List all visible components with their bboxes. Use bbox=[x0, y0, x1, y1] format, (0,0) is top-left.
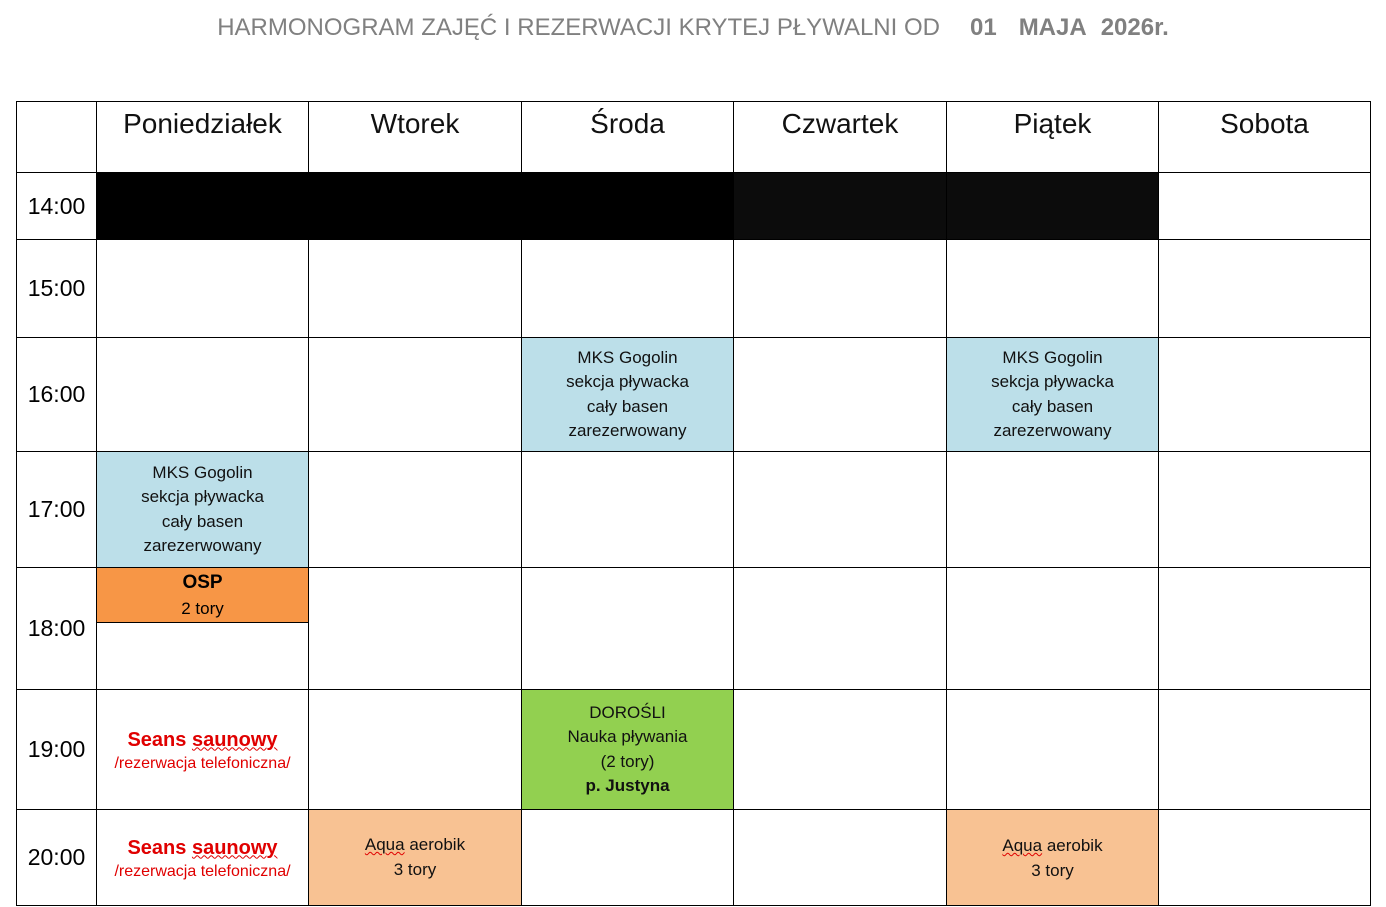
hour-label: 18:00 bbox=[17, 568, 97, 690]
blocked-slot bbox=[522, 173, 734, 240]
row-16 bbox=[17, 338, 1371, 452]
day-header-tuesday: Wtorek bbox=[309, 102, 522, 173]
split-slot bbox=[97, 568, 309, 690]
event-sauna: Seans saunowy /rezerwacja telefoniczna/ bbox=[97, 810, 309, 906]
empty-slot bbox=[1159, 173, 1371, 240]
title-month: MAJA bbox=[1018, 14, 1087, 41]
schedule-table bbox=[16, 101, 1371, 906]
row-18 bbox=[17, 568, 1371, 690]
empty-slot bbox=[309, 690, 522, 810]
empty-slot bbox=[947, 452, 1159, 568]
empty-slot bbox=[947, 568, 1159, 690]
event-aqua-friday: Aqua aerobik 3 tory bbox=[947, 810, 1159, 906]
header-row bbox=[17, 102, 1371, 173]
empty-slot bbox=[309, 568, 522, 690]
hour-label: 19:00 bbox=[17, 690, 97, 810]
blocked-slot bbox=[947, 173, 1159, 240]
event-aqua-tuesday: Aqua aerobik 3 tory bbox=[309, 810, 522, 906]
hour-label: 15:00 bbox=[17, 240, 97, 338]
hour-label: 20:00 bbox=[17, 810, 97, 906]
day-header-monday: Poniedziałek bbox=[97, 102, 309, 173]
empty-slot bbox=[1159, 568, 1371, 690]
empty-slot bbox=[309, 240, 522, 338]
hour-label: 14:00 bbox=[17, 173, 97, 240]
empty-slot bbox=[1159, 240, 1371, 338]
empty-slot bbox=[734, 810, 947, 906]
empty-slot bbox=[734, 240, 947, 338]
row-20 bbox=[17, 810, 1371, 906]
corner-cell bbox=[17, 102, 97, 173]
event-adults-lessons: DOROŚLI Nauka pływania (2 tory) p. Justyna bbox=[522, 690, 734, 810]
event-osp: OSP 2 tory bbox=[97, 568, 308, 623]
empty-slot bbox=[97, 240, 309, 338]
empty-slot bbox=[309, 338, 522, 452]
empty-slot bbox=[97, 338, 309, 452]
empty-slot bbox=[947, 240, 1159, 338]
blocked-slot bbox=[309, 173, 522, 240]
empty-slot bbox=[947, 690, 1159, 810]
blocked-slot bbox=[734, 173, 947, 240]
empty-slot bbox=[1159, 338, 1371, 452]
empty-slot bbox=[734, 338, 947, 452]
hour-label: 17:00 bbox=[17, 452, 97, 568]
empty-slot bbox=[734, 690, 947, 810]
empty-slot bbox=[522, 240, 734, 338]
row-17 bbox=[17, 452, 1371, 568]
blocked-slot bbox=[97, 173, 309, 240]
title-day: 01 bbox=[969, 14, 997, 41]
title-main: HARMONOGRAM ZAJĘĆ I REZERWACJI KRYTEJ PŁYWALNI OD bbox=[217, 14, 940, 41]
day-header-saturday: Sobota bbox=[1159, 102, 1371, 173]
row-15 bbox=[17, 240, 1371, 338]
hour-label: 16:00 bbox=[17, 338, 97, 452]
row-19 bbox=[17, 690, 1371, 810]
page-title bbox=[0, 14, 1386, 42]
empty-slot bbox=[522, 568, 734, 690]
event-club-wednesday: MKS Gogolin sekcja pływacka cały basen zarezerwowany bbox=[522, 338, 734, 452]
empty-slot bbox=[1159, 810, 1371, 906]
empty-slot bbox=[734, 568, 947, 690]
empty-slot bbox=[522, 452, 734, 568]
empty-slot bbox=[734, 452, 947, 568]
title-year: 2026r. bbox=[1100, 14, 1169, 41]
event-club-monday: MKS Gogolin sekcja pływacka cały basen zarezerwowany bbox=[97, 452, 309, 568]
row-14 bbox=[17, 173, 1371, 240]
day-header-friday: Piątek bbox=[947, 102, 1159, 173]
day-header-wednesday: Środa bbox=[522, 102, 734, 173]
event-club-friday: MKS Gogolin sekcja pływacka cały basen zarezerwowany bbox=[947, 338, 1159, 452]
empty-slot bbox=[1159, 452, 1371, 568]
day-header-thursday: Czwartek bbox=[734, 102, 947, 173]
empty-slot bbox=[522, 810, 734, 906]
event-sauna: Seans saunowy /rezerwacja telefoniczna/ bbox=[97, 690, 309, 810]
empty-slot bbox=[1159, 690, 1371, 810]
empty-slot bbox=[309, 452, 522, 568]
